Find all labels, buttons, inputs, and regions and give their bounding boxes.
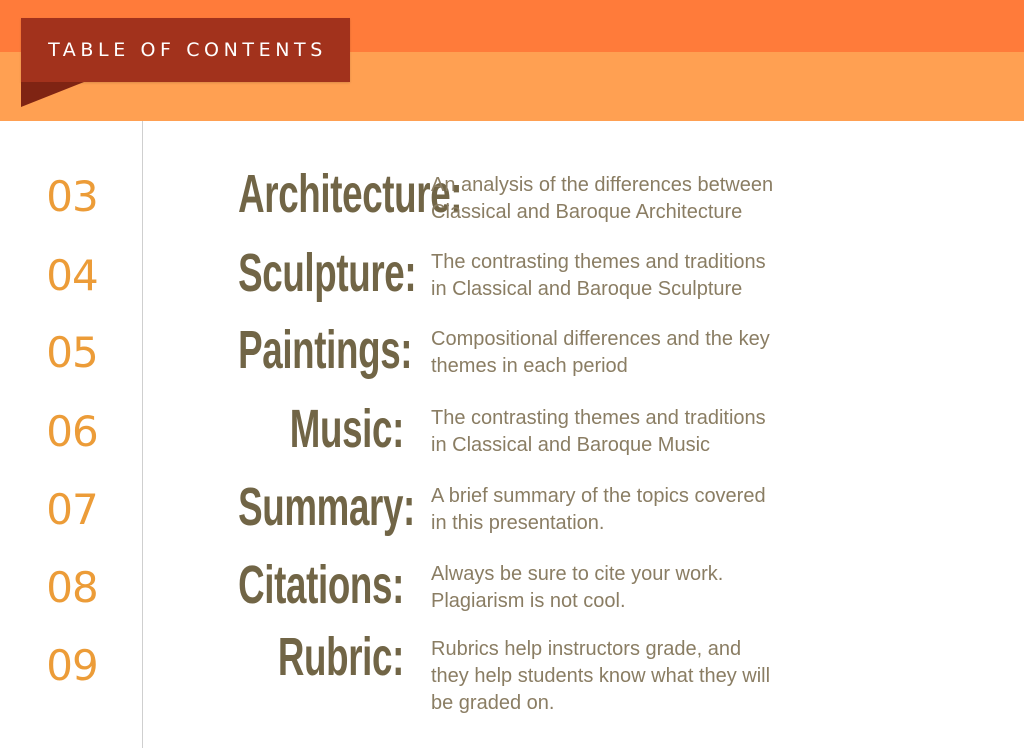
topic-description: Rubrics help instructors grade, and they help students know what they will be graded on. [431, 638, 771, 714]
page-number: 05 [46, 328, 98, 377]
page-title: TABLE OF CONTENTS [48, 39, 327, 61]
topic-description: Compositional differences and the key themes in each period [431, 328, 770, 377]
page-number: 03 [46, 172, 98, 221]
title-ribbon [21, 18, 350, 82]
page-number: 09 [46, 641, 98, 690]
page-number: 06 [46, 407, 98, 456]
topic-heading: Citations: [238, 555, 404, 615]
topic-description: The contrasting themes and traditions in Classical and Baroque Sculpture [431, 251, 766, 300]
page-number: 07 [46, 485, 98, 534]
topic-heading: Rubric: [277, 627, 404, 687]
topic-description: Always be sure to cite your work. Plagiarism is not cool. [431, 563, 724, 612]
topic-description: A brief summary of the topics covered in this presentation. [431, 485, 766, 534]
topic-heading: Music: [289, 399, 404, 459]
topic-description: The contrasting themes and traditions in Classical and Baroque Music [431, 407, 766, 456]
page-number: 04 [46, 251, 98, 300]
topic-description: An analysis of the differences between Classical and Baroque Architecture [431, 174, 774, 223]
topic-heading: Architecture: [238, 164, 463, 224]
page-number: 08 [46, 563, 98, 612]
topic-heading: Sculpture: [238, 243, 417, 303]
column-divider [142, 121, 143, 748]
ribbon-fold [21, 82, 84, 107]
topic-heading: Paintings: [238, 320, 413, 380]
topic-heading: Summary: [238, 477, 415, 537]
